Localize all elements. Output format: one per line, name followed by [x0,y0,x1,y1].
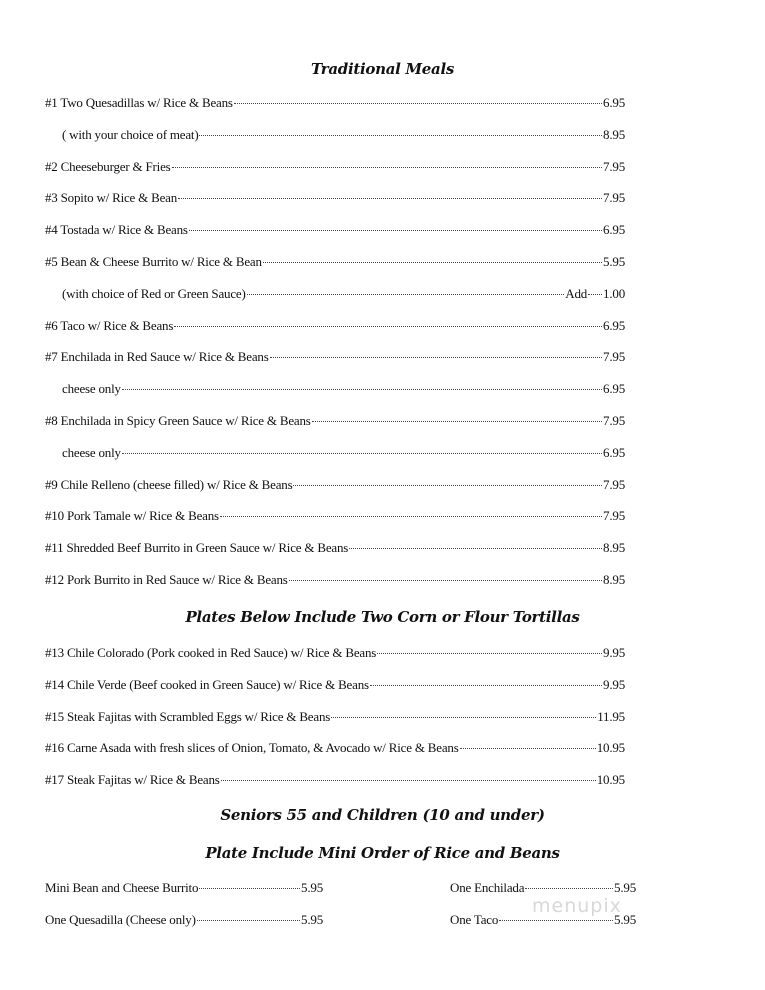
item-name: #9 Chile Relleno (cheese filled) w/ Rice & Beans [45,476,293,492]
kids-section-title: Seniors 55 and Children (10 and under) [220,806,545,824]
dot-leader [221,780,596,781]
menu-item [45,508,625,526]
dot-leader [122,453,602,454]
menu-item [45,540,625,558]
dot-leader [370,685,602,686]
dot-leader [293,485,602,486]
item-name: #2 Cheeseburger & Fries [45,158,171,174]
kids-menu-item [450,880,636,896]
dot-leader [199,888,300,889]
menu-item [45,645,625,663]
item-name: #17 Steak Fajitas w/ Rice & Beans [45,772,220,788]
dot-leader [220,516,602,517]
item-name: #15 Steak Fajitas with Scrambled Eggs w/ Rice & Beans [45,708,331,724]
item-price: 9.95 [603,645,625,660]
menu-item [45,677,625,695]
dot-leader [197,920,300,921]
item-name: One Enchilada [450,880,525,895]
dot-leader [460,748,596,749]
menu-item [45,572,625,590]
item-price: 11.95 [597,708,625,724]
item-name: Mini Bean and Cheese Burrito [45,880,199,895]
item-price: 10.95 [596,740,625,756]
kids-menu-item [45,912,323,928]
item-price: 6.95 [603,444,625,460]
menu-item [45,740,625,758]
item-name: #4 Tostada w/ Rice & Beans [45,222,188,238]
item-name: One Quesadilla (Cheese only) [45,912,196,927]
item-price: 5.95 [603,254,625,269]
item-name: cheese only [62,381,121,397]
item-price: 7.95 [603,158,625,174]
item-price: 8.95 [603,126,625,142]
menu-item [45,254,625,272]
item-name: #6 Taco w/ Rice & Beans [45,317,174,333]
item-name: #5 Bean & Cheese Burrito w/ Rice & Bean [45,254,262,269]
item-name: One Taco [450,912,499,927]
dot-leader [270,357,602,358]
item-price: 7.95 [603,413,625,428]
menu-item [62,445,625,463]
menu-item [45,772,625,790]
dot-leader [178,198,602,199]
menu-item [62,381,625,399]
item-price: 6.95 [603,317,625,333]
item-add-label: Add [565,285,588,301]
item-price: 6.95 [603,222,625,238]
section-title: Traditional Meals [311,60,454,78]
dot-leader [588,294,602,295]
item-name: #10 Pork Tamale w/ Rice & Beans [45,508,219,524]
item-name: ( with your choice of meat) [62,126,199,142]
dot-leader [349,548,602,549]
dot-leader [525,888,613,889]
item-name: #3 Sopito w/ Rice & Bean [45,190,178,206]
item-price: 6.95 [603,381,625,397]
dot-leader [331,717,596,718]
watermark: menupix [532,895,622,917]
menu-item [45,159,625,177]
item-price: 5.95 [301,880,323,895]
menu-item [45,222,625,240]
dot-leader [234,103,602,104]
menu-item [45,190,625,208]
item-name: #14 Chile Verde (Beef cooked in Green Sauce) w/ Rice & Beans [45,676,369,692]
item-price: 5.95 [614,912,636,927]
item-name: (with choice of Red or Green Sauce) [62,285,246,301]
dot-leader [172,167,603,168]
item-name: cheese only [62,444,121,460]
dot-leader [122,389,602,390]
item-price: 7.95 [603,349,625,365]
item-price: 7.95 [603,190,625,206]
menu-item [45,318,625,336]
item-price: 8.95 [603,572,625,587]
item-price: 9.95 [603,676,625,692]
dot-leader [247,294,565,295]
item-name: #11 Shredded Beef Burrito in Green Sauce w/ Rice & Beans [45,540,349,556]
item-price: 5.95 [614,880,636,895]
kids-menu-item [45,880,323,896]
item-price: 6.95 [603,95,625,110]
item-price: 1.00 [603,285,625,301]
kids-section-subtitle: Plate Include Mini Order of Rice and Beans [205,844,560,862]
menu-item [45,413,625,431]
dot-leader [499,920,613,921]
dot-leader [263,262,602,263]
item-name: #12 Pork Burrito in Red Sauce w/ Rice & Beans [45,572,288,587]
item-price: 8.95 [603,540,625,556]
item-name: #13 Chile Colorado (Pork cooked in Red Sauce) w/ Rice & Beans [45,645,377,660]
item-name: #16 Carne Asada with fresh slices of Onion, Tomato, & Avocado w/ Rice & Beans [45,740,459,756]
item-price: 5.95 [301,912,323,927]
section-title: Plates Below Include Two Corn or Flour Tortillas [185,608,580,626]
item-name: #1 Two Quesadillas w/ Rice & Beans [45,95,233,110]
item-price: 10.95 [596,772,625,788]
item-price: 7.95 [603,508,625,524]
dot-leader [174,326,602,327]
menu-item [45,349,625,367]
dot-leader [377,653,602,654]
dot-leader [189,230,602,231]
dot-leader [289,580,602,581]
menu-item [45,95,625,113]
dot-leader [312,421,602,422]
dot-leader [199,135,602,136]
item-name: #8 Enchilada in Spicy Green Sauce w/ Rice & Beans [45,413,311,428]
menu-item [45,709,625,727]
menu-item [62,286,625,304]
menu-item [45,477,625,495]
item-name: #7 Enchilada in Red Sauce w/ Rice & Beans [45,349,269,365]
menu-item [62,127,625,145]
item-price: 7.95 [603,476,625,492]
